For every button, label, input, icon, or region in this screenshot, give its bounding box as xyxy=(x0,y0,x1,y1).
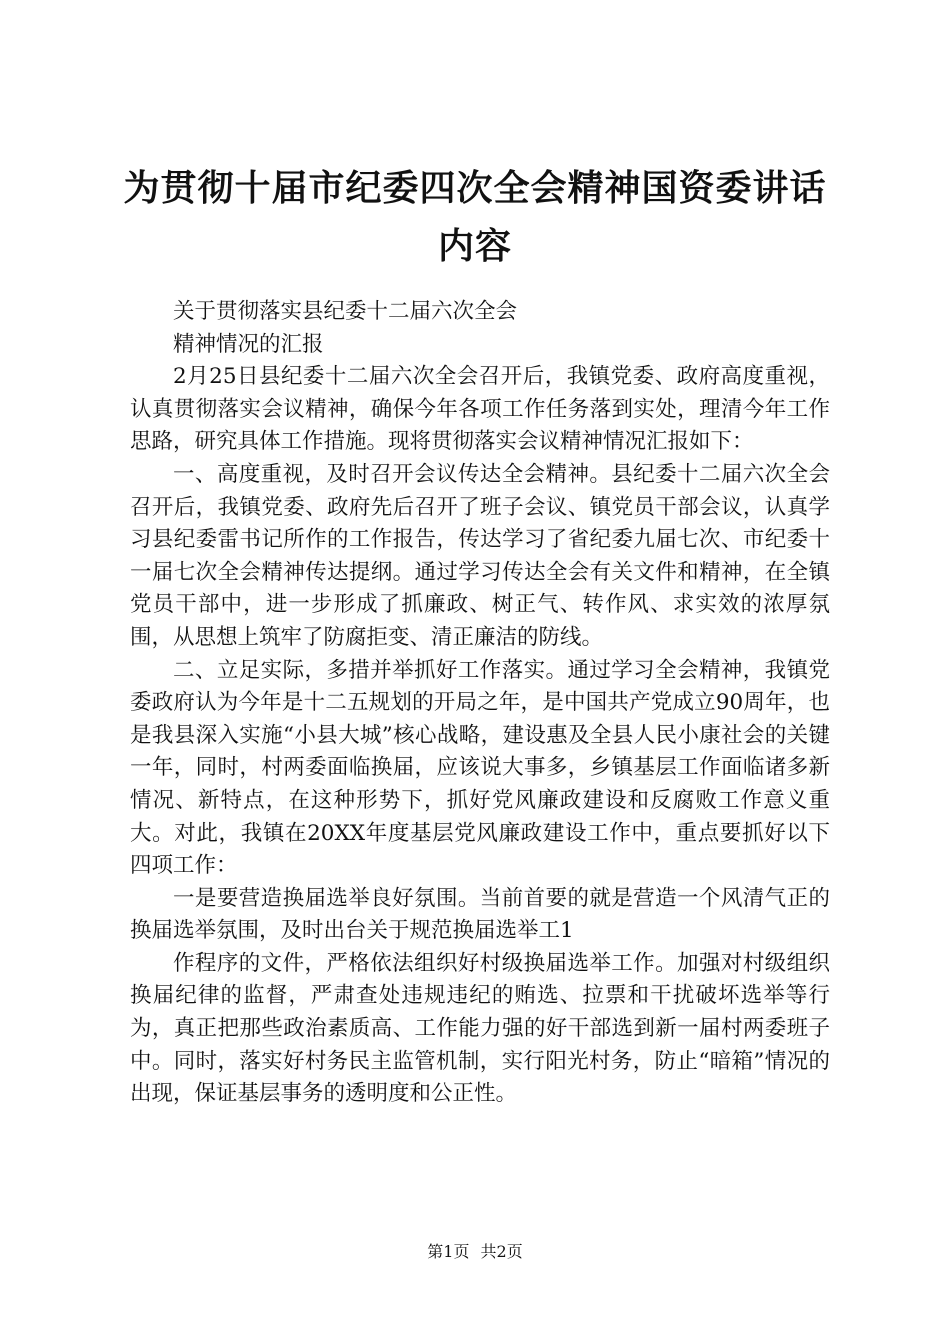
subtitle-line-1: 关于贯彻落实县纪委十二届六次全会 xyxy=(173,299,518,324)
document-body xyxy=(130,296,830,1111)
paragraph-point-1-continued: 作程序的文件，严格依法组织好村级换届选举工作。加强对村级组织换届纪律的监督，严肃查处违规违纪的贿选、拉票和干扰破坏选举等行为，真正把那些政治素质高、工作能力强的好干部选到新一届村两委班子中。同时，落实好村务民主监管机制，实行阳光村务，防止“暗箱”情况的出现，保证基层事务的透明度和公正性。 xyxy=(130,950,830,1107)
paragraph-section-2: 二、立足实际，多措并举抓好工作落实。通过学习全会精神，我镇党委政府认为今年是十二五规划的开局之年，是中国共产党成立90周年，也是我县深入实施“小县大城”核心战略，建设惠及全县人民小康社会的关键一年，同时，村两委面临换届，应该说大事多，乡镇基层工作面临诸多新情况、新特点，在这种形势下，抓好党风廉政建设和反腐败工作意义重大。对此，我镇在20XX年度基层党风廉政建设工作中，重点要抓好以下四项工作： xyxy=(130,657,830,879)
page-number: 第1页 xyxy=(427,1242,470,1261)
paragraph-intro: 2月25日县纪委十二届六次全会召开后，我镇党委、政府高度重视，认真贯彻落实会议精神，确保今年各项工作任务落到实处，理清今年工作思路，研究具体工作措施。现将贯彻落实会议精神情况汇报如下： xyxy=(130,364,830,455)
subtitle-line-2: 精神情况的汇报 xyxy=(173,331,324,357)
paragraph-section-1: 一、高度重视，及时召开会议传达全会精神。县纪委十二届六次全会召开后，我镇党委、政府先后召开了班子会议、镇党员干部会议，认真学习县纪委雷书记所作的工作报告，传达学习了省纪委九届七次、市纪委十一届七次全会精神传达提纲。通过学习传达全会有关文件和精神，在全镇党员干部中，进一步形成了抓廉政、树正气、转作风、求实效的浓厚氛围，从思想上筑牢了防腐拒变、清正廉洁的防线。 xyxy=(130,461,830,650)
paragraph-point-1: 一是要营造换届选举良好氛围。当前首要的就是营造一个风清气正的换届选举氛围，及时出台关于规范换届选举工1 xyxy=(130,885,830,944)
page-total: 共2页 xyxy=(480,1242,523,1261)
page-footer xyxy=(0,1241,950,1263)
document-title: 为贯彻十届市纪委四次全会精神国资委讲话内容 xyxy=(123,168,827,267)
